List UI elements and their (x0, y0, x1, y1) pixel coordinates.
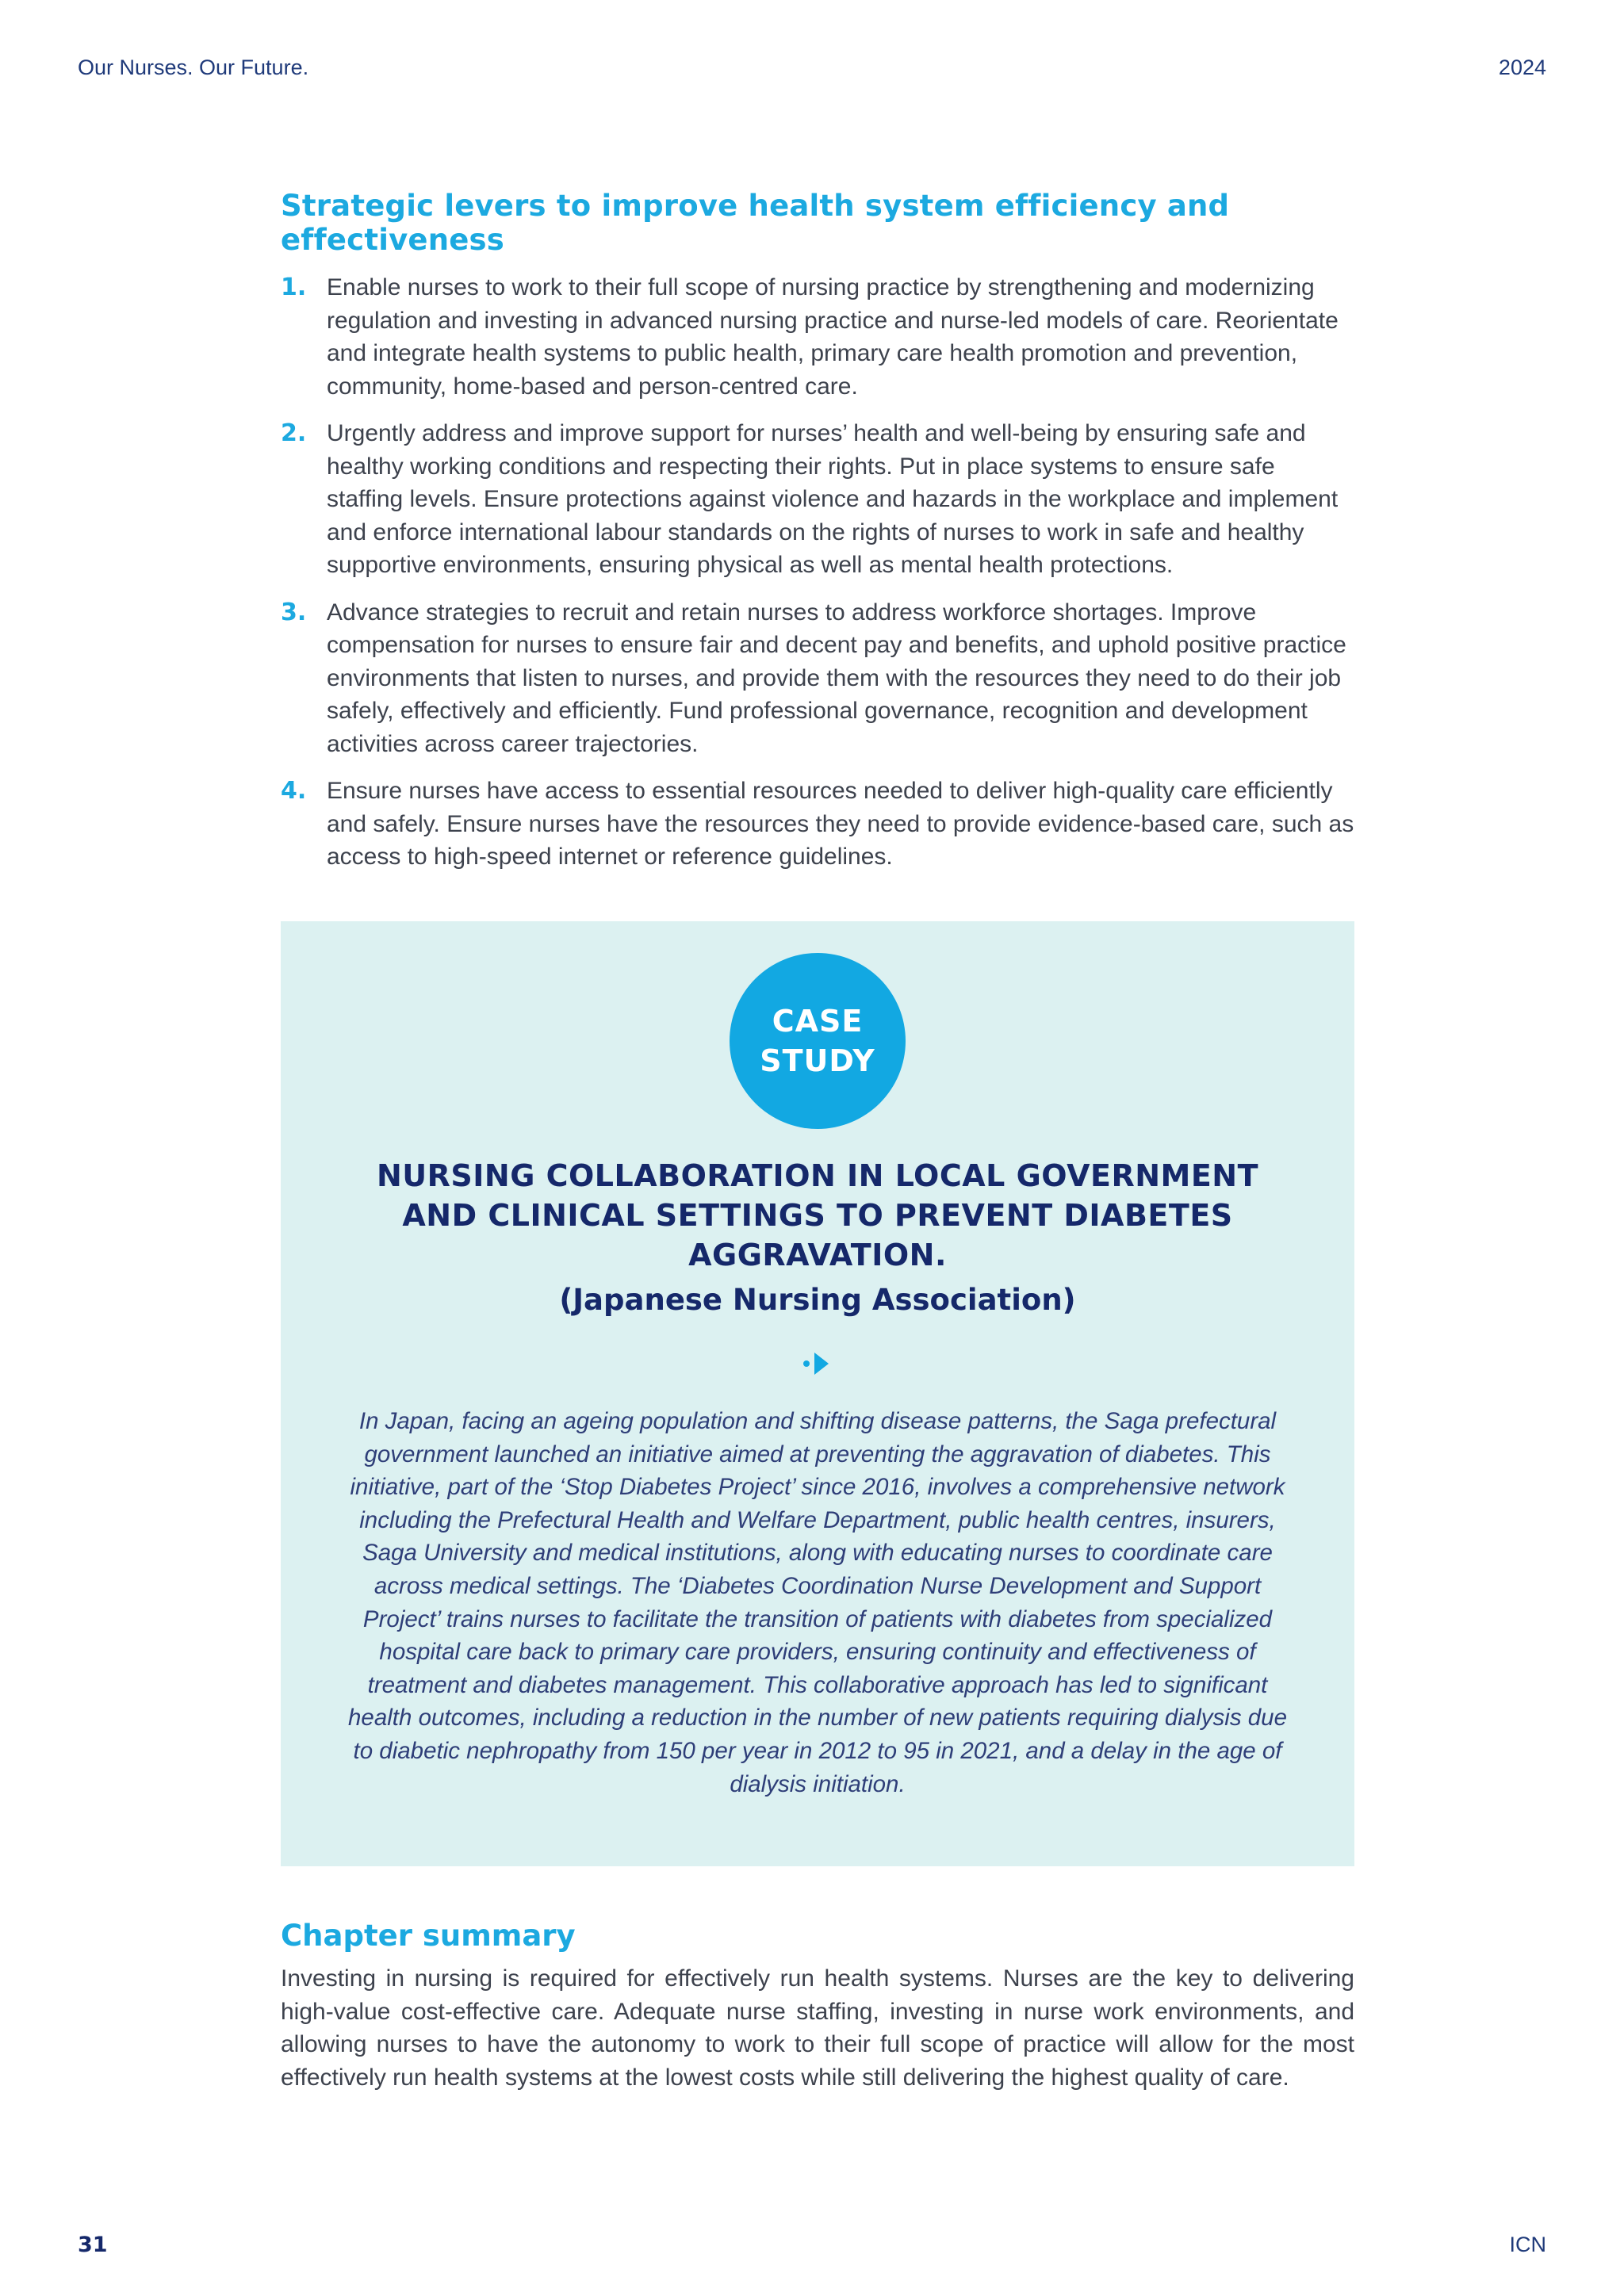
list-item (281, 271, 1354, 403)
header-year: 2024 (1498, 55, 1546, 79)
case-study-organization: (Japanese Nursing Association) (559, 1283, 1076, 1317)
case-study-title: NURSING COLLABORATION IN LOCAL GOVERNMENT AND CLINICAL SETTINGS TO PREVENT DIABETES AGGRAVATION. (376, 1158, 1259, 1272)
summary-title: Chapter summary (281, 1919, 576, 1953)
badge-line-case: CASE (772, 1004, 864, 1039)
case-study-body: In Japan, facing an ageing population and shifting disease patterns, the Saga prefectural government launched an initiative aimed at preventing the aggravation of diabetes. This initiative, part of the ‘Stop Diabetes Project’ since 2016, involves a comprehensive network including the Prefectural Health and Welfare Department, public health centres, insurers, Saga University and medical institutions, along with educating nurses to coordinate care across medical settings. The ‘Diabetes Coordination Nurse Development and Support Project’ trains nurses to facilitate the transition of patients with diabetes from specialized hospital care back to primary care providers, ensuring continuity and effectiveness of treatment and diabetes management. This collaborative approach has led to significant health outcomes, including a reduction in the number of new patients requiring dialysis due to diabetic nephropathy from 150 per year in 2012 to 95 in 2021, and a delay in the age of dialysis initiation. (348, 1408, 1287, 1797)
list-item-text: Advance strategies to recruit and retain nurses to address workforce shortages. Improve compensation for nurses to ensure fair and decent pay and benefits, and uphold positive practice environments that listen to nurses, and provide them with the resources they need to do their job safely, effectively and efficiently. Fund professional governance, recognition and development activities across career trajectories. (327, 599, 1346, 757)
chapter-summary-section (281, 1919, 1354, 2094)
list-item-number: 2. (281, 419, 307, 447)
case-study-badge (730, 953, 906, 1129)
section-title: Strategic levers to improve health system efficiency and effectiveness (281, 189, 1230, 257)
list-item-number: 4. (281, 777, 307, 805)
list-item-text: Urgently address and improve support for nurses’ health and well-being by ensuring safe and healthy working conditions and respecting their rights. Put in place systems to ensure safe staffing levels. Ensure protections against violence and hazards in the workplace and implement and enforce international labour standards on the rights of nurses to work in safe and healthy supportive environments, ensuring physical as well as mental health protections. (327, 420, 1339, 578)
list-item-number: 1. (281, 274, 307, 301)
page-header (78, 55, 1546, 87)
footer-organization: ICN (1509, 2233, 1546, 2256)
list-item (281, 417, 1354, 582)
badge-line-study: STUDY (760, 1043, 875, 1078)
header-publication-title: Our Nurses. Our Future. (78, 55, 309, 79)
list-item-text: Ensure nurses have access to essential resources needed to deliver high-quality care efficiently and safely. Ensure nurses have the resources they need to provide evidence-based care, such as access to high-speed internet or reference guidelines. (327, 778, 1354, 870)
list-item-number: 3. (281, 598, 307, 626)
list-item-text: Enable nurses to work to their full scope of nursing practice by strengthening and modernizing regulation and investing in advanced nursing practice and nurse-led models of care. Reorientate and integrate health systems to public health, primary care health promotion and prevention, community, home-based and person-centred care. (327, 274, 1339, 400)
list-item (281, 775, 1354, 874)
page-number: 31 (78, 2233, 108, 2257)
strategic-levers-section (281, 189, 1354, 888)
case-study-box (281, 921, 1354, 1866)
summary-body: Investing in nursing is required for effectively run health systems. Nurses are the key to delivering high-value cost-effective care. Adequate nurse staffing, investing in nurse work environments, and allowing nurses to have the autonomy to work to their full scope of practice will allow for the most effectively run health systems at the lowest costs while still delivering the highest quality of care. (281, 1965, 1354, 2091)
levers-list (281, 271, 1354, 874)
page-footer (78, 2233, 1546, 2264)
arrow-right-icon (802, 1349, 833, 1378)
list-item (281, 596, 1354, 761)
